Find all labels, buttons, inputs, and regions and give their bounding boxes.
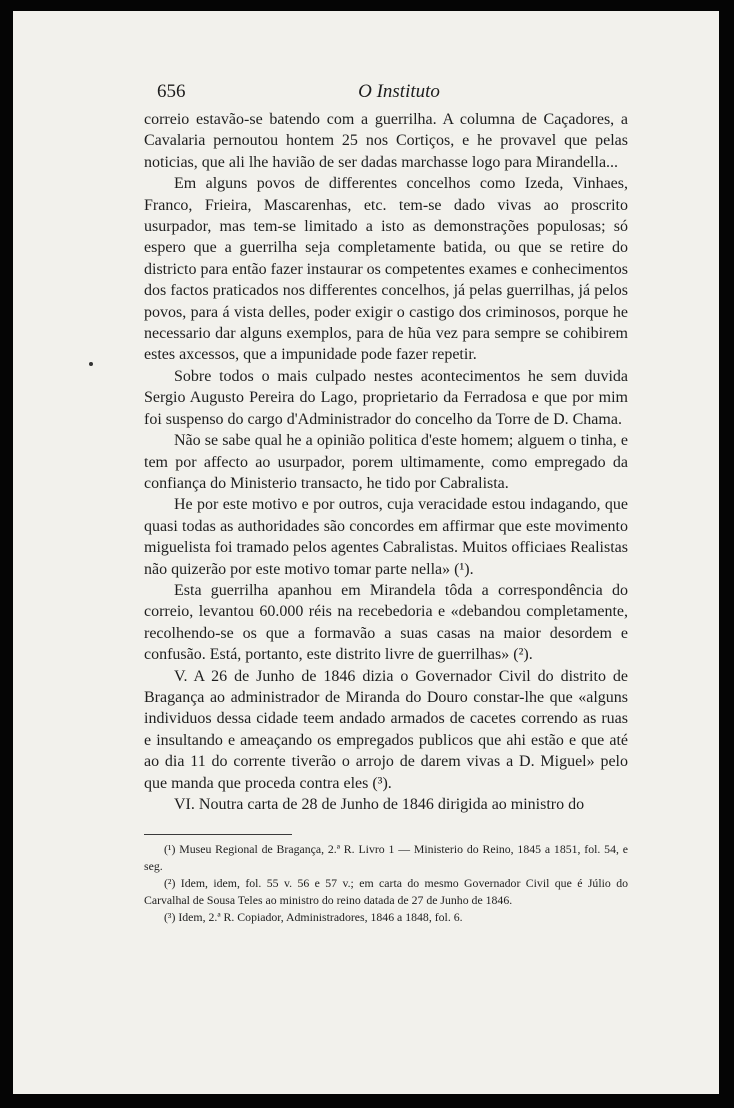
paragraph: V. A 26 de Junho de 1846 dizia o Governador Civil do distrito de Bragança ao administrador de Miranda do Douro constar-lhe que «alguns individuos dessa cidade teem andado armados de cacetes correndo as ruas e insultando e ameaçando os empregados publicos que ahi estão e que até ao dia 11 do corrente tiverão o arrojo de darem vivas a D. Miguel» pelo que manda que proceda contra eles (³). <box>144 667 628 792</box>
running-title: O Instituto <box>358 81 440 102</box>
paragraph: VI. Noutra carta de 28 de Junho de 1846 dirigida ao ministro do <box>174 796 585 813</box>
paragraph: Esta guerrilha apanhou em Mirandela tôda a correspondência do correio, levantou 60.000 réis na recebedoria e «debandou completamente, recolhendo-se os que a formavão a suas casas na maior desordem e confusão. Está, portanto, este distrito livre de guerrilhas» (²). <box>144 581 628 664</box>
footnote: (¹) Museu Regional de Bragança, 2.ª R. Livro 1 — Ministerio do Reino, 1845 a 1851, fol. 54, e seg. <box>144 842 628 873</box>
footnotes <box>144 841 628 926</box>
page-number: 656 <box>157 81 186 102</box>
footnote-divider <box>144 834 292 835</box>
page-header <box>157 81 641 105</box>
footnote: (³) Idem, 2.ª R. Copiador, Administradores, 1846 a 1848, fol. 6. <box>164 910 463 924</box>
print-speck <box>89 362 93 366</box>
paragraph: correio estavão-se batendo com a guerrilha. A columna de Caçadores, a Cavalaria pernoutou hontem 25 nos Cortiços, e he provavel que pelas noticias, que ali lhe havião de ser dadas marchasse logo para Mirandella... <box>144 111 628 171</box>
body-text <box>144 109 628 815</box>
paragraph: Sobre todos o mais culpado nestes acontecimentos he sem duvida Sergio Augusto Pereira do Lago, proprietario da Ferradosa e que por mim foi suspenso do cargo d'Administrador do concelho da Torre de D. Chama. <box>144 367 628 428</box>
footnote: (²) Idem, idem, fol. 55 v. 56 e 57 v.; em carta do mesmo Governador Civil que é Júlio do Carvalhal de Sousa Teles ao ministro do reino datada de 27 de Junho de 1846. <box>144 876 628 907</box>
paragraph: Em alguns povos de differentes concelhos como Izeda, Vinhaes, Franco, Frieira, Mascarenhas, etc. tem-se dado vivas ao proscrito usurpador, mas tem-se limitado a isto as demonstrações populosas; só espero que a guerrilha seja completamente batida, ou que se retire do districto para então fazer instaurar os competentes exames e conhecimentos dos factos praticados nos differentes concelhos, já pelas guerrilhas, já pelos povos, para á vista delles, poder exigir o castigo dos criminosos, porque he necessario dar alguns exemplos, para de hũa vez para sempre se cohibirem estes axcessos, que a impunidade pode fazer repetir. <box>144 175 628 364</box>
paragraph: He por este motivo e por outros, cuja veracidade estou indagando, que quasi todas as authoridades são concordes em affirmar que este movimento miguelista foi tramado pelos agentes Cabralistas. Muitos officiaes Realistas não quizerão por este motivo tomar parte nella» (¹). <box>144 496 628 578</box>
paragraph: Não se sabe qual he a opinião politica d'este homem; alguem o tinha, e tem por affecto ao usurpador, porem ultimamente, como empregado da confiança do Ministerio transacto, he tido por Cabralista. <box>144 432 628 492</box>
